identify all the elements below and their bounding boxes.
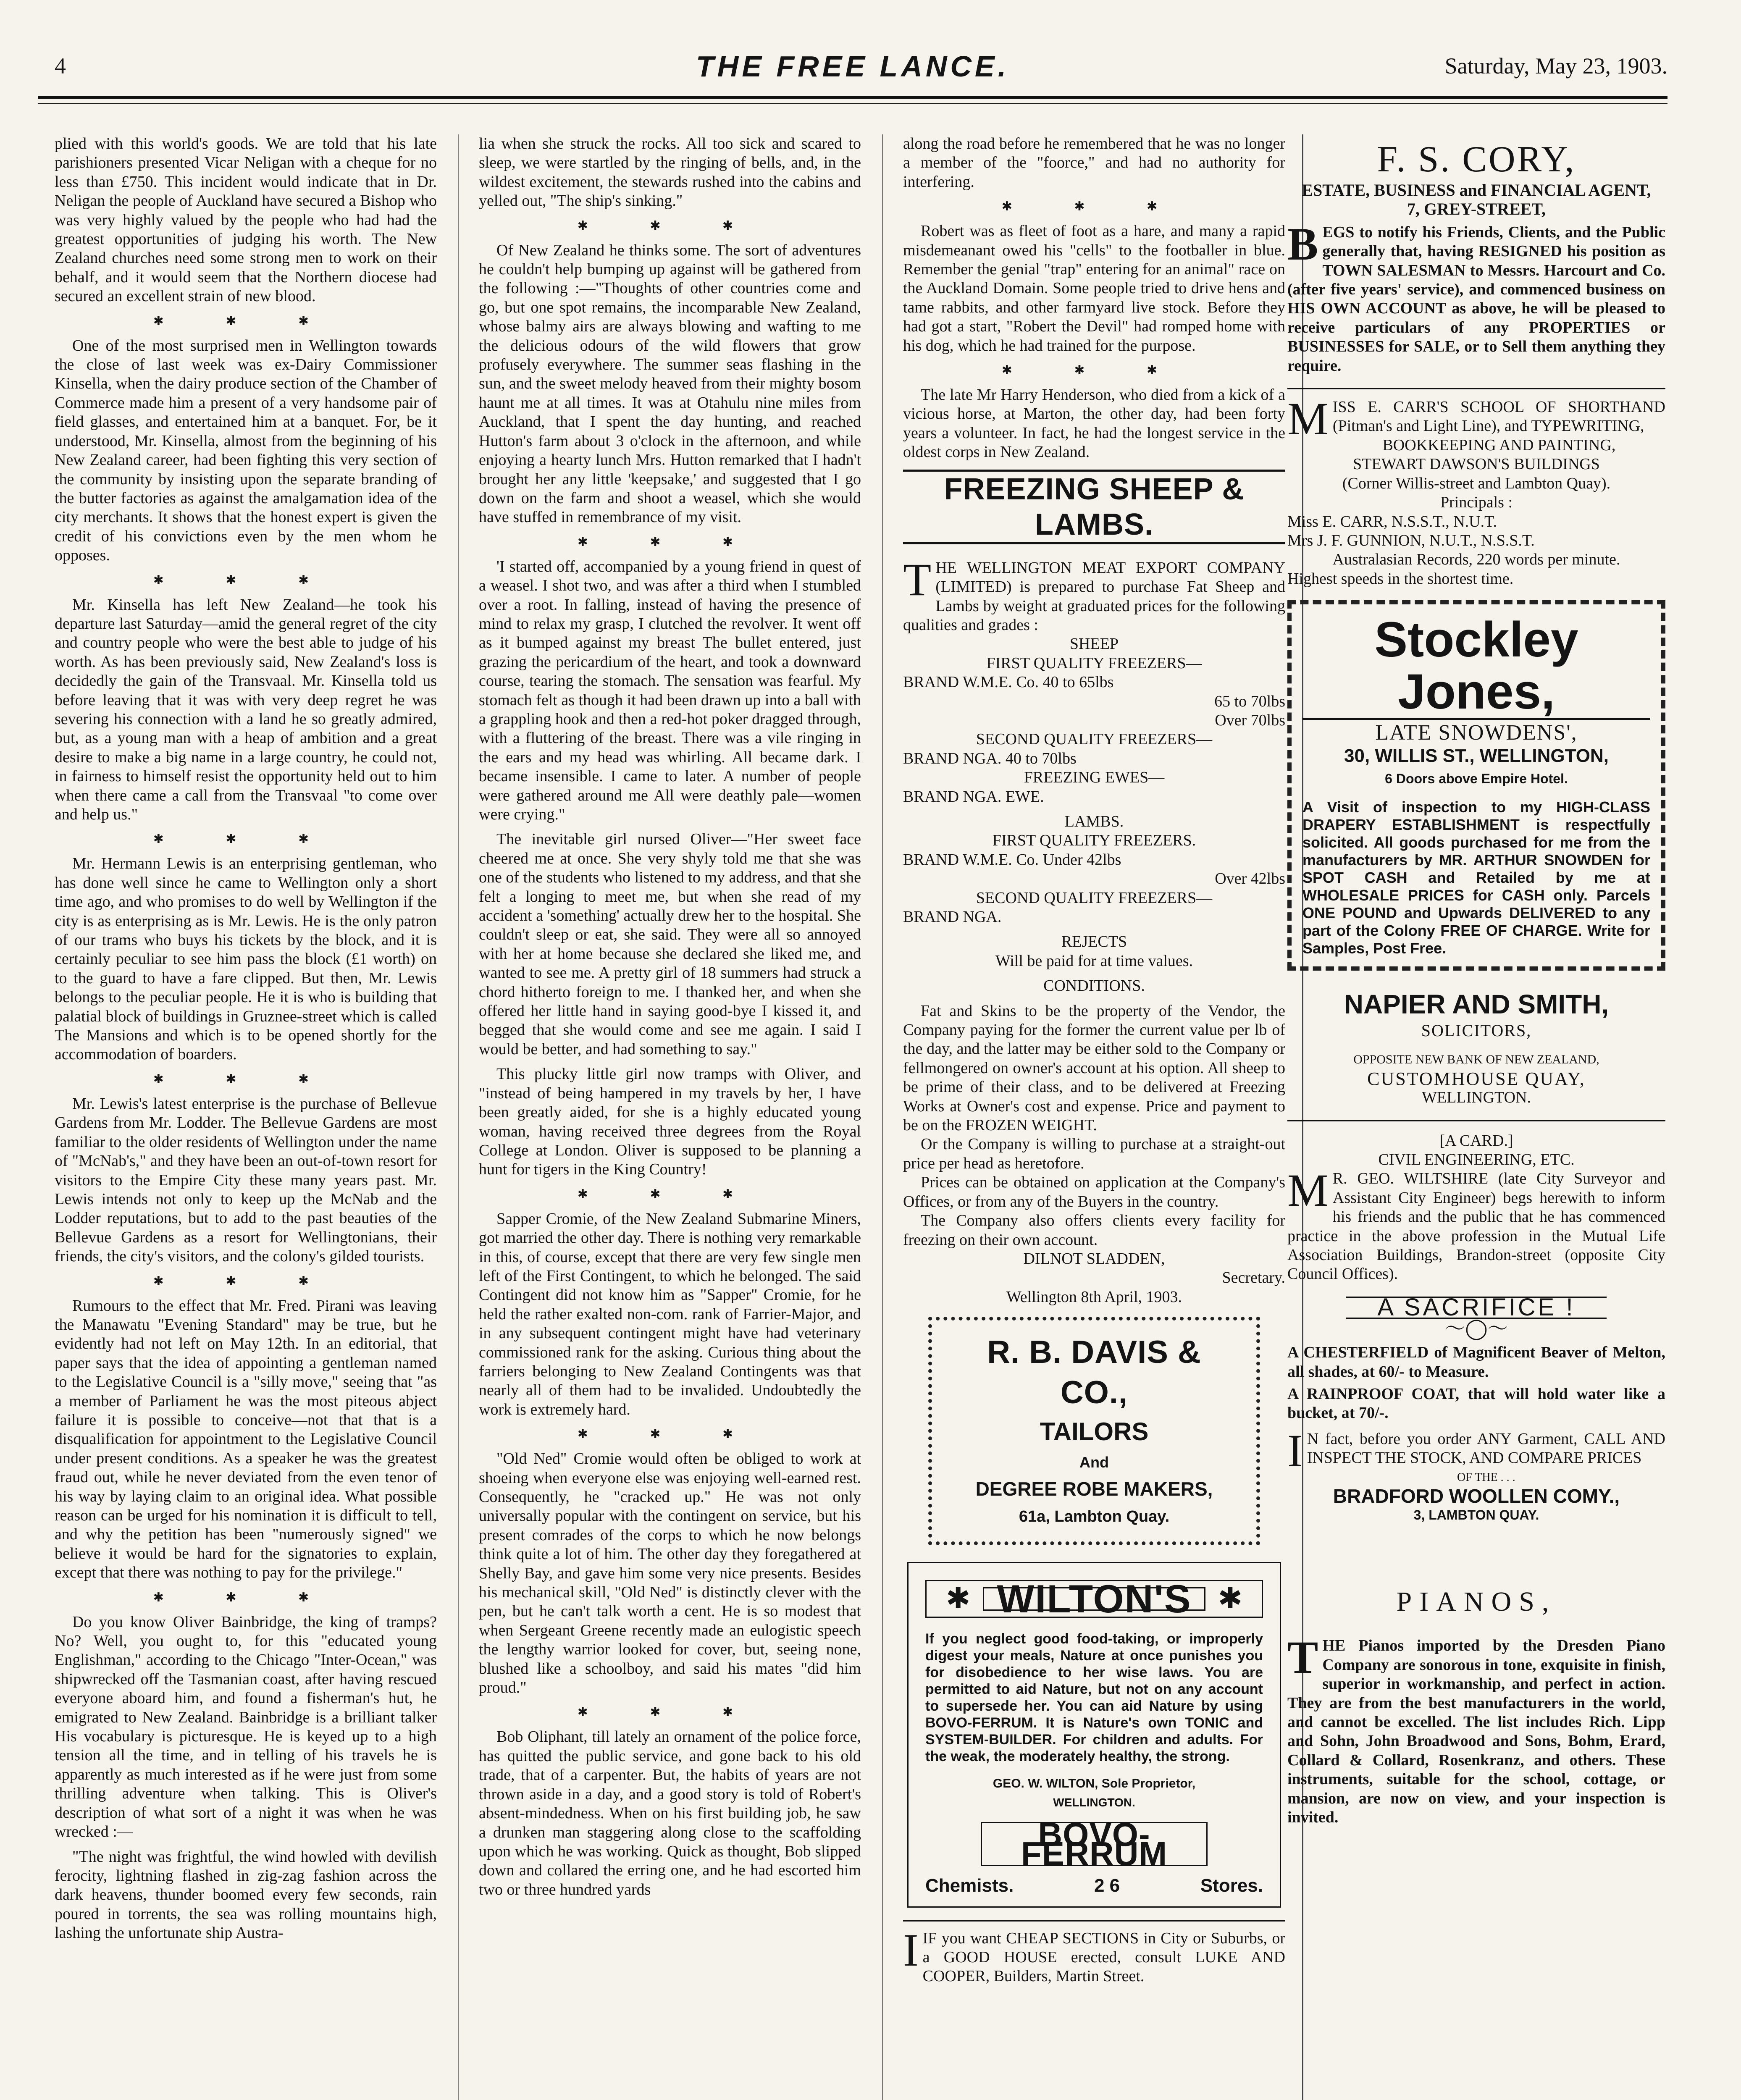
drop-cap: M	[1287, 1165, 1329, 1216]
pianos-text: HE Pianos imported by the Dresden Piano Company are sonorous in tone, exquisite in finish, superior in workmanship, and perfect in action. They are from the best manufacturers in the world, and cannot be excelled. The list includes Rich. Lipp and Sohn, John Broadwood and Sons, Bohm, Erard, Collard & Collard, Rosenkranz, and others. These instruments, suitable for the school, cottage, or mansion, are now on view, and your inspection is invited.	[1287, 1637, 1665, 1826]
bovo-ferrum-label: BOVO-FERRUM	[981, 1822, 1208, 1866]
wilton-footer	[925, 1876, 1263, 1895]
cheap-sections-text: IF you want CHEAP SECTIONS in City or Suburbs, or a GOOD HOUSE erected, consult LUKE AND COOPER, Builders, Martin Street.	[922, 1929, 1285, 1985]
davis-ad	[928, 1317, 1260, 1545]
paragraph: Of New Zealand he thinks some. The sort of adventures he couldn't help bumping up against will be gathered from the following :—"Thoughts of other countries come and go, but one spot remains, the incomparable New Zealand, whose balmy airs are always blowing and wafting to me the delicious odours of the wild flowers that grow profusely everywhere. The summer seas flashing in the sun, and the sweet melody heaved from their mighty bosom haunt me at all times. It was at Otahulu nine miles from Auckland, that I spent the day hunting, and reached Hutton's farm about 3 o'clock in the afternoon, and while enjoying a hearty lunch Mrs. Hutton remarked that I hadn't brought her any little 'keepsake,' and suggested that I go down on the farm and shoot a weasel, which she would have stuffed in remembrance of my visit.	[479, 241, 861, 526]
stockley-text: A Visit of inspection to my HIGH-CLASS DRAPERY ESTABLISHMENT is respectfully solicited. All goods purchased for me from the manufacturers by MR. ARTHUR SNOWDEN for SPOT CASH and Retailed by me at WHOLESALE PRICES for CASH only. Parcels ONE POUND and Upwards DELIVERED to any part of the Colony FREE OF CHARGE. Write for Samples, Post Free.	[1302, 798, 1650, 957]
paragraph: This plucky little girl now tramps with Oliver, and "instead of being hampered in my travels by her, I have been greatly aided, for she is a highly educated young woman, having received three degrees from the Royal College at London. Oliver is supposed to be planning a hunt for tigers in the King Country!	[479, 1065, 861, 1179]
paragraph: Mr. Kinsella has left New Zealand—he took his departure last Saturday—amid the general regret of the city and country people who were the best able to judge of his worth. As has been previously said, New Zealand's loss is decidedly the gain of the Transvaal. Mr. Kinsella told us before leaving that it was with very deep regret he was severing his connection with a land he so greatly admired, but, as a young man with a heap of ambition and a great desire to make a big name in a large country, he could not, in fairness to himself resist the opportunity held out to him when there came a call from the Transvaal "to come over and help us."	[55, 596, 437, 823]
paragraph: Bob Oliphant, till lately an ornament of the police force, has quitted the public service, and gone back to his old trade, that of a carpenter. But, the habits of years are not thrown aside in a day, and a good story is told of Robert's absent-mindedness. When on his first building job, he saw a drunken man staggering along close to the scaffolding upon which he was working. Quick as thought, Bob slipped down and collared the erring one, and he had escorted him two or three hundred yards	[479, 1728, 861, 1898]
drop-cap: T	[1287, 1632, 1318, 1683]
section-separator: ✱ ✱ ✱	[153, 314, 339, 328]
paragraph: The late Mr Harry Henderson, who died from a kick of a vicious horse, at Marton, the other day, had been forty years a volunteer. In fact, he had the longest service in the oldest corps in New Zealand.	[903, 386, 1285, 461]
section-separator: ✱ ✱ ✱	[577, 1187, 763, 1201]
chesterfield-text: A CHESTERFIELD of Magnificent Beaver of Melton, all shades, at 60/- to Measure.	[1287, 1344, 1665, 1381]
ad-line: FREEZING EWES—	[1024, 769, 1165, 787]
ad-intro: HE WELLINGTON MEAT EXPORT COMPANY (LIMITED) is prepared to purchase Fat Sheep and Lambs by weight at graduated prices for the following qualities and grades :	[903, 559, 1285, 634]
page-header	[38, 50, 1667, 83]
stockley-ad	[1287, 600, 1665, 971]
stores-label: Stores.	[1200, 1875, 1263, 1896]
wilton-text: If you neglect good food-taking, or improperly digest your meals, Nature at once punishes you for disobedience to her wise laws. You are permitted to aid Nature, but not on any account to supersede her. You can aid Nature by using BOVO-FERRUM. It is Nature's own TONIC and SYSTEM-BUILDER. For children and adults. For the weak, the moderately healthy, the strong.	[925, 1630, 1263, 1764]
ad-line: FIRST QUALITY FREEZERS—	[986, 654, 1202, 672]
stockley-line: LATE SNOWDENS',	[1375, 721, 1578, 745]
header-rule-thin	[38, 103, 1667, 104]
column-4	[1287, 134, 1665, 2100]
ornament-icon: 〜◯〜	[1445, 1318, 1508, 1340]
ad-line: BRAND NGA.	[903, 908, 1002, 926]
freezing-headline: FREEZING SHEEP & LAMBS.	[903, 470, 1285, 544]
ad-line: 65 to 70lbs	[1214, 692, 1285, 710]
ad-line: Over 42lbs	[1215, 870, 1285, 888]
section-separator: ✱ ✱ ✱	[577, 1705, 763, 1719]
ad-line: SECOND QUALITY FREEZERS—	[976, 889, 1213, 907]
bradford-name: BRADFORD WOOLLEN COMY.,	[1333, 1485, 1620, 1507]
sacrifice-heading: A SACRIFICE !	[1346, 1297, 1607, 1319]
signature-title: Secretary.	[1222, 1269, 1285, 1287]
issue-date: Saturday, May 23, 1903.	[1444, 53, 1667, 79]
wilton-name: WILTON'S	[983, 1587, 1205, 1610]
napier-name: NAPIER AND SMITH,	[1344, 989, 1609, 1019]
ad-line: The Company also offers clients every facility for freezing on their own account.	[903, 1212, 1285, 1249]
carr-line: STEWART DAWSON'S BUILDINGS	[1353, 455, 1600, 473]
ad-line: BRAND NGA. EWE.	[903, 788, 1044, 806]
paragraph: "The night was frightful, the wind howled with devilish ferocity, lightning flashed in zig-zag fashion across the dark heavens, thunder boomed every few seconds, rain poured in torrents, the sea was rolling mountains high, lashing the unfortunate ship Austra-	[55, 1848, 437, 1942]
carr-line: Principals :	[1440, 494, 1513, 512]
wilton-banner	[925, 1577, 1263, 1621]
cory-text: EGS to notify his Friends, Clients, and the Public generally that, having RESIGNED his position as TOWN SALESMAN to Messrs. Harcourt and Co. (after five years' service), and commenced business on HIS OWN ACCOUNT as above, he will be pleased to receive particulars of any PROPERTIES or BUSINESSES for SALE, or to Sell them anything they require.	[1287, 223, 1665, 375]
signature-name: DILNOT SLADDEN,	[1023, 1250, 1165, 1268]
column-3	[903, 134, 1285, 2100]
carr-intro: ISS E. CARR'S SCHOOL OF SHORTHAND (Pitman's and Light Line), and TYPEWRITING,	[1332, 398, 1665, 435]
ad-line: BRAND NGA. 40 to 70lbs	[903, 749, 1077, 767]
ad-line: FIRST QUALITY FREEZERS.	[992, 832, 1196, 850]
column-1	[55, 134, 437, 2100]
meat-export-ad	[903, 554, 1285, 1307]
asterisk-icon: ✱	[1218, 1583, 1243, 1615]
section-separator: ✱ ✱ ✱	[153, 1590, 339, 1604]
paragraph: The inevitable girl nursed Oliver—"Her sweet face cheered me at once. She very shyly told me that she was one of the students who listened to my address, and that she felt a longing to meet me, but when she read of my accident a 'something' actually drew her to the hospital. She couldn't sleep or eat, she said. They were all so annoyed with her at home because she declared she liked me, and wanted to see me. A pretty girl of 18 summers had struck a chord hitherto foreign to me. I thanked her, and when she offered her little hand in saying good-bye I kissed it, and begged that she would come and see me again. I said I would be better, and had something to say."	[479, 830, 861, 1058]
paragraph: Sapper Cromie, of the New Zealand Submarine Miners, got married the other day. There is nothing very remarkable in this, of course, except that there are very few single men left of the First Contingent, to which he belonged. The said Contingent did not know him as "Sapper" Cromie, for he held the rather exalted non-com. rank of Farrier-Major, and in any subsequent contingent might have had veterinary commissioned rank for the asking. Curious thing about the farriers belonging to New Zealand Contingents was that nearly all of them had to be invalided. Undoubtedly the work is extremely hard.	[479, 1210, 861, 1418]
paragraph: 'I started off, accompanied by a young friend in quest of a weasel. I shot two, and was after a third when I stumbled over a root. In falling, instead of having the presence of mind to relax my grasp, I clutched the revolver. It went off as it bumped against my breast The bullet entered, just grazing the pericardium of the heart, and took a downward course, tearing the stomach. The sensation was fearful. My stomach felt as though it had been drawn up into a ball with a grappling hook and then a red-hot poker dragged through, with a fluttering of the breast. There was a vile ringing in the ears and my head was whirling. All became dark. I became insensible. I came to later. A number of people were gathered around me All were deathly pale—women were crying."	[479, 557, 861, 823]
page-number: 4	[55, 53, 66, 79]
section-separator: ✱ ✱ ✱	[1001, 363, 1187, 378]
section-separator: ✱ ✱ ✱	[577, 535, 763, 549]
drop-cap: M	[1287, 393, 1329, 445]
column-divider	[458, 134, 459, 2100]
civil-heading: CIVIL ENGINEERING, ETC.	[1378, 1150, 1575, 1168]
bradford-address: 3, LAMBTON QUAY.	[1413, 1507, 1539, 1523]
rainproof-text: A RAINPROOF COAT, that will hold water like a bucket, at 70/-.	[1287, 1385, 1665, 1422]
chemists-label: Chemists.	[925, 1875, 1014, 1896]
price-label: 2 6	[1094, 1875, 1120, 1896]
paragraph: Mr. Lewis's latest enterprise is the purchase of Bellevue Gardens from Mr. Lodder. The Bellevue Gardens are most familiar to the older residents of Wellington under the name of "McNab's," and they have been an out-of-town resort for visitors to the Empire City these many years past. Mr. Lewis intends not only to keep up the McNab and the Lodder reputations, but to add to the past beauties of the Bellevue Gardens as a resort for Wellingtonians, their friends, the city's visitors, and the colony's gilded tourists.	[55, 1095, 437, 1265]
column-divider	[882, 134, 883, 2100]
ad-heading: LAMBS.	[1064, 812, 1124, 830]
carr-line: (Corner Willis-street and Lambton Quay).	[1342, 474, 1611, 492]
paragraph: Rumours to the effect that Mr. Fred. Pirani was leaving the Manawatu "Evening Standard" may be true, but he evidently had not left on May 12th. In an editorial, that paper says that the idea of appointing a gentleman named to the Legislative Council is a "silly move," seeing that "as a member of Parliament he was the most piteous abject failure it is possible to conceive—not that that is a disqualification for appointment to the Legislative Council under present conditions. As a speaker he was the greatest fraud out, while he never deviated from the even tenor of his way by laying claim to an original idea. What possible reason can be urged for his nomination it is difficult to tell, and why the petition has been "numerously signed" we believe it would be hard for the signatories to explain, except that there was nothing to pay for the privilege."	[55, 1297, 437, 1582]
davis-name: R. B. DAVIS & CO.,	[987, 1334, 1201, 1411]
carr-line: Mrs J. F. GUNNION, N.U.T., N.S.S.T.	[1287, 531, 1535, 549]
card-label: [A CARD.]	[1439, 1131, 1513, 1150]
davis-address: 61a, Lambton Quay.	[1019, 1508, 1170, 1526]
cory-address: 7, GREY-STREET,	[1407, 200, 1546, 219]
masthead-title: THE FREE LANCE.	[696, 50, 1010, 83]
paragraph: Do you know Oliver Bainbridge, the king of tramps? No? Well, you ought to, for this "educated young Englishman," according to the Chicago "Inter-Ocean," was shipwrecked off the Tasmanian coast, after having rescued everyone aboard him, and found a fisherman's hut, he emigrated to New Zealand. Bainbridge is a brilliant talker His vocabulary is picturesque. He is keyed up to a high tension all the time, and in telling of his travels he is apparently as much interested as if he were just from some thrilling adventure when talking. This is Oliver's description of what sort of a night it was when he was wrecked :—	[55, 1613, 437, 1841]
column-2	[479, 134, 861, 2100]
davis-tailors: TAILORS	[1040, 1418, 1149, 1446]
davis-degree: DEGREE ROBE MAKERS,	[975, 1478, 1213, 1500]
carr-line: Miss E. CARR, N.S.S.T., N.U.T.	[1287, 512, 1497, 530]
napier-line: SOLICITORS,	[1421, 1021, 1532, 1040]
section-separator: ✱ ✱ ✱	[577, 1427, 763, 1441]
ad-line: Prices can be obtained on application at the Company's Offices, or from any of the Buyers in the country.	[903, 1173, 1285, 1210]
drop-cap: B	[1287, 218, 1318, 270]
ad-line: BRAND W.M.E. Co. Under 42lbs	[903, 850, 1121, 869]
cory-name: F. S. CORY,	[1377, 139, 1576, 180]
wilton-proprietor: GEO. W. WILTON, Sole Proprietor,	[993, 1776, 1196, 1790]
section-separator: ✱ ✱ ✱	[153, 573, 339, 587]
paragraph: Mr. Hermann Lewis is an enterprising gentleman, who has done well since he came to Wellington only a short time ago, and who promises to do well by Wellington if the city is as enterprising as is Mr. Lewis. He is the only patron of our trams who buys his tickets by the block, and it is certainly peculiar to see him pass the block (£1 worth) on to the guard to have a fare clipped. But then, Mr. Lewis belongs to the peculiar people. He it is who is building that palatial block of buildings in Gruznee-street which is called The Mansions and which is to be opened shortly for the accommodation of boarders.	[55, 855, 437, 1063]
wiltshire-text: R. GEO. WILTSHIRE (late City Surveyor and Assistant City Engineer) begs herewith to inform his friends and the public that he has commenced practice in the above profession in the Mutual Life Association Buildings, Brandon-street (opposite City Council Offices).	[1287, 1170, 1665, 1283]
infact-text: N fact, before you order ANY Garment, CALL AND INSPECT THE STOCK, AND COMPARE PRICES	[1307, 1430, 1665, 1467]
section-separator: ✱ ✱ ✱	[577, 218, 763, 233]
ad-line: Over 70lbs	[1215, 711, 1285, 729]
paragraph: lia when she struck the rocks. All too sick and scared to sleep, we were startled by the ringing of bells, and, in the wildest excitement, the stewards rushed into the cabins and yelled out, "The ship's sinking."	[479, 135, 861, 210]
section-separator: ✱ ✱ ✱	[1001, 200, 1187, 214]
ad-line: Or the Company is willing to purchase at a straight-out price per head as heretofore.	[903, 1135, 1285, 1172]
ad-heading: SHEEP	[1069, 635, 1119, 653]
ad-line: SECOND QUALITY FREEZERS—	[976, 730, 1213, 748]
ad-line: Will be paid for at time values.	[995, 952, 1193, 970]
paragraph: Robert was as fleet of foot as a hare, and many a rapid misdemeanant owed his "cells" to the footballer in blue. Remember the genial "trap" entering for an animal" race on the Auckland Domain. Some people tried to drive hens and tame rabbits, and other farmyard live stock. Before they had got a start, "Robert the Devil" had romped home with his dog, which he had trained for the purpose.	[903, 222, 1285, 354]
drop-cap: I	[903, 1924, 919, 1976]
paragraph: "Old Ned" Cromie would often be obliged to work at shoeing when everyone else was enjoying well-earned rest. Consequently, he "cracked up." He was not only universally popular with the contingent on service, but his present comrades of the corps to which he now belongs think quite a lot of him. The other day they foregathered at Shelly Bay, and gave him some very nice presents. Besides his mechanical skill, "Old Ned" is distinctly clever with the pen, but he can't talk worth a cent. He is so modest that when Sergeant Greene recently made an eulogistic speech the lengthy warrior looked for cover, but, seeing none, blushed like a schoolboy, and said his mates "did him proud."	[479, 1450, 861, 1697]
ad-heading: REJECTS	[1061, 933, 1127, 951]
signature-date: Wellington 8th April, 1903.	[1006, 1288, 1182, 1306]
cheap-sections-ad	[903, 1920, 1285, 1986]
napier-line: OPPOSITE NEW BANK OF NEW ZEALAND,	[1353, 1053, 1599, 1067]
stockley-location: 6 Doors above Empire Hotel.	[1385, 771, 1568, 786]
drop-cap: I	[1287, 1425, 1303, 1476]
asterisk-icon: ✱	[945, 1583, 971, 1615]
davis-and: And	[1079, 1454, 1109, 1471]
section-separator: ✱ ✱ ✱	[153, 1274, 339, 1288]
ofthe-label: OF THE . . .	[1457, 1470, 1515, 1484]
header-rule	[38, 96, 1667, 99]
wilton-city: WELLINGTON.	[1053, 1796, 1135, 1809]
drop-cap: T	[903, 554, 932, 605]
napier-line: CUSTOMHOUSE QUAY,	[1367, 1068, 1586, 1089]
paragraph: One of the most surprised men in Wellington towards the close of last week was ex-Dairy Commissioner Kinsella, when the dairy produce section of the Chamber of Commerce made him a present of a very handsome pair of field glasses, and entertained him at a banquet. For, be it understood, Mr. Kinsella, almost from the beginning of his New Zealand career, had been fighting this very section of the community by insisting upon the separate branding of the butter factories as against the amalgamation idea of the city merchants. It shows that the honest expert is given the credit of his convictions even by the men whom he opposes.	[55, 336, 437, 564]
paragraph: plied with this world's goods. We are told that his late parishioners presented Vicar Neligan with a cheque for no less than £750. This incident would indicate that in Dr. Neligan the people of Auckland have secured a Bishop who was very highly valued by the people who had had the greatest opportunities of judging his worth. The New Zealand churches need some strong men to work on their behalf, and it would seem that the Northern diocese had secured an excellent strain of new blood.	[55, 135, 437, 305]
section-separator: ✱ ✱ ✱	[153, 1072, 339, 1086]
carr-line: BOOKKEEPING AND PAINTING,	[1382, 436, 1616, 454]
ad-line: BRAND W.M.E. Co. 40 to 65lbs	[903, 673, 1114, 691]
stockley-address: 30, WILLIS ST., WELLINGTON,	[1344, 745, 1609, 766]
carr-line: Highest speeds in the shortest time.	[1287, 570, 1514, 588]
carr-line: Australasian Records, 220 words per minute.	[1332, 551, 1620, 569]
ad-line: Fat and Skins to be the property of the Vendor, the Company paying for the former the current value per lb of the day, and the latter may be either sold to the Company or fellmongered on owner's account at his option. All sheep to be prime of their class, and to be delivered at Freezing Works at Owner's cost and expense. Price and payment to be on the FROZEN WEIGHT.	[903, 1002, 1285, 1134]
section-separator: ✱ ✱ ✱	[153, 832, 339, 846]
paragraph: along the road before he remembered that he was no longer a member of the "foorce," and had no authority for interfering.	[903, 135, 1285, 191]
cory-title: ESTATE, BUSINESS and FINANCIAL AGENT,	[1302, 181, 1651, 200]
ad-heading: CONDITIONS.	[1043, 977, 1145, 995]
pianos-heading: PIANOS,	[1396, 1586, 1557, 1617]
wilton-ad	[907, 1562, 1281, 1907]
napier-line: WELLINGTON.	[1422, 1089, 1531, 1107]
stockley-name: Stockley Jones,	[1302, 614, 1650, 720]
